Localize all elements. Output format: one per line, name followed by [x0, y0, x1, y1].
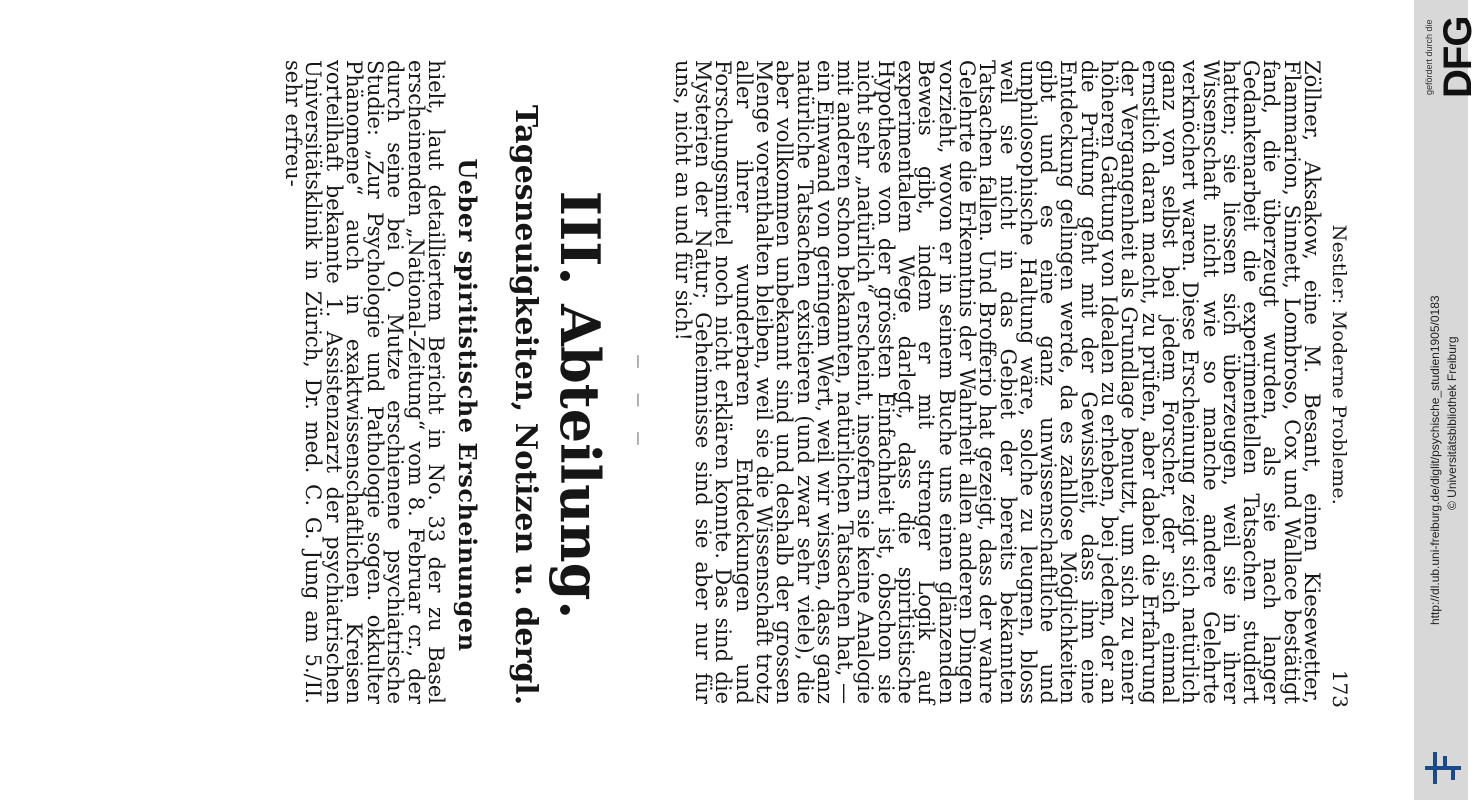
- funded-by-label: gefördert durch die: [1424, 19, 1434, 95]
- running-head: Nestler: Moderne Probleme.: [1328, 224, 1350, 506]
- body-paragraph: [670, 60, 1324, 704]
- section-subheading: Tagesneuigkeiten, Notizen u. dergl.: [508, 104, 544, 706]
- dfg-mark-icon: [1423, 748, 1463, 788]
- copyright-notice: © Universitätsbibliothek Freiburg: [1445, 336, 1459, 510]
- article-text: hielt, laut detailliertem Bericht in No. 33 der zu Basel erscheinenden „National-Zeitung“ vom 8. Februar cr., der durch seine bei O. Mutze erschienene psychiatrische Studie: „Zur Psychologie und Pathologie sogen. okkulter Phänomene“ auch in exaktwissenschaftlichen Kreisen vorteilhaft bekannte 1. Assistenzarzt der psychiatrischen Universitätsklinik in Zürich, Dr. med. C. G. Jung am 5./II. sehr erfreu-: [281, 60, 449, 704]
- article-paragraph: [283, 60, 447, 704]
- section-heading: III. Abteilung.: [548, 190, 613, 620]
- page-number: 173: [1328, 669, 1352, 708]
- dfg-logo: DFG: [1436, 16, 1480, 98]
- library-sidebar: [1410, 0, 1480, 800]
- article-heading: Ueber spiritistische Erscheinungen: [453, 158, 483, 652]
- permalink-url[interactable]: http://dl.ub.uni-freiburg.de/diglit/psychische_studien1905/0183: [1428, 295, 1442, 625]
- body-text: Zöllner, Aksakow, eine M. Besant, einen Kiesewetter, Flammarion, Sinnett, Lombroso, Cox und Wallace bestätigt fand, die überzeugt wurden, als sie nach langer Gedankenarbeit die experimentellen Tatsachen studiert hatten; sie liessen sich überzeugen, weil sie in ihrer Wissenschaft nicht wie so manche andere Gelehrte verknöchert waren. Diese Erscheinung zeigt sich natürlich ganz von selbst bei jedem Forscher, der sich einmal ernstlich daran macht, zu prüfen, aber dabei die Erfahrung der Vergangenheit als Grundlage benutzt, um sich zu einer höheren Gattung von Idealen zu erheben, bei jedem, der an die Prüfung geht mit der Gewissheit, dass ihm eine Entdeckung gelingen werde, da es zahllose Möglichkeiten gibt und es eine ganz unwissenschaftliche und unphilosophische Haltung wäre, solche zu leugnen, bloss weil sie nicht in das Gebiet der bereits bekannten Tatsachen fallen. Und Brofferio hat gezeigt, dass der wahre Gelehrte die Erkenntnis der Wahrheit allen anderen Dingen vorzieht, wovon er in seinem Buche uns einen glänzenden Beweis gibt, indem er mit strenger Logik auf experimentalem Wege darlegt, dass die spiritistische Hypothese von der grössten Einfachheit ist, obschon sie nicht sehr „natürlich“ erscheint, insofern sie keine Analogie mit anderen schon bekannten, natürlichen Tatsachen hat, — ein Einwand von geringem Wert, weil wir wissen, dass ganz natürliche Tatsachen existieren (und zwar sehr viele), die aber vollkommen unbekannt sind und deshalb der grossen Menge vorenthalten bleiben, weil sie die Wissenschaft trotz aller ihrer wunderbaren Entdeckungen und Forschungsmittel noch nicht erklären konnte. Das sind die Mysterien der Natur; Geheimnisse sind sie aber nur für uns, nicht an und für sich!: [670, 60, 1324, 704]
- page-header: [1328, 60, 1352, 730]
- section-divider: — — —: [630, 354, 647, 456]
